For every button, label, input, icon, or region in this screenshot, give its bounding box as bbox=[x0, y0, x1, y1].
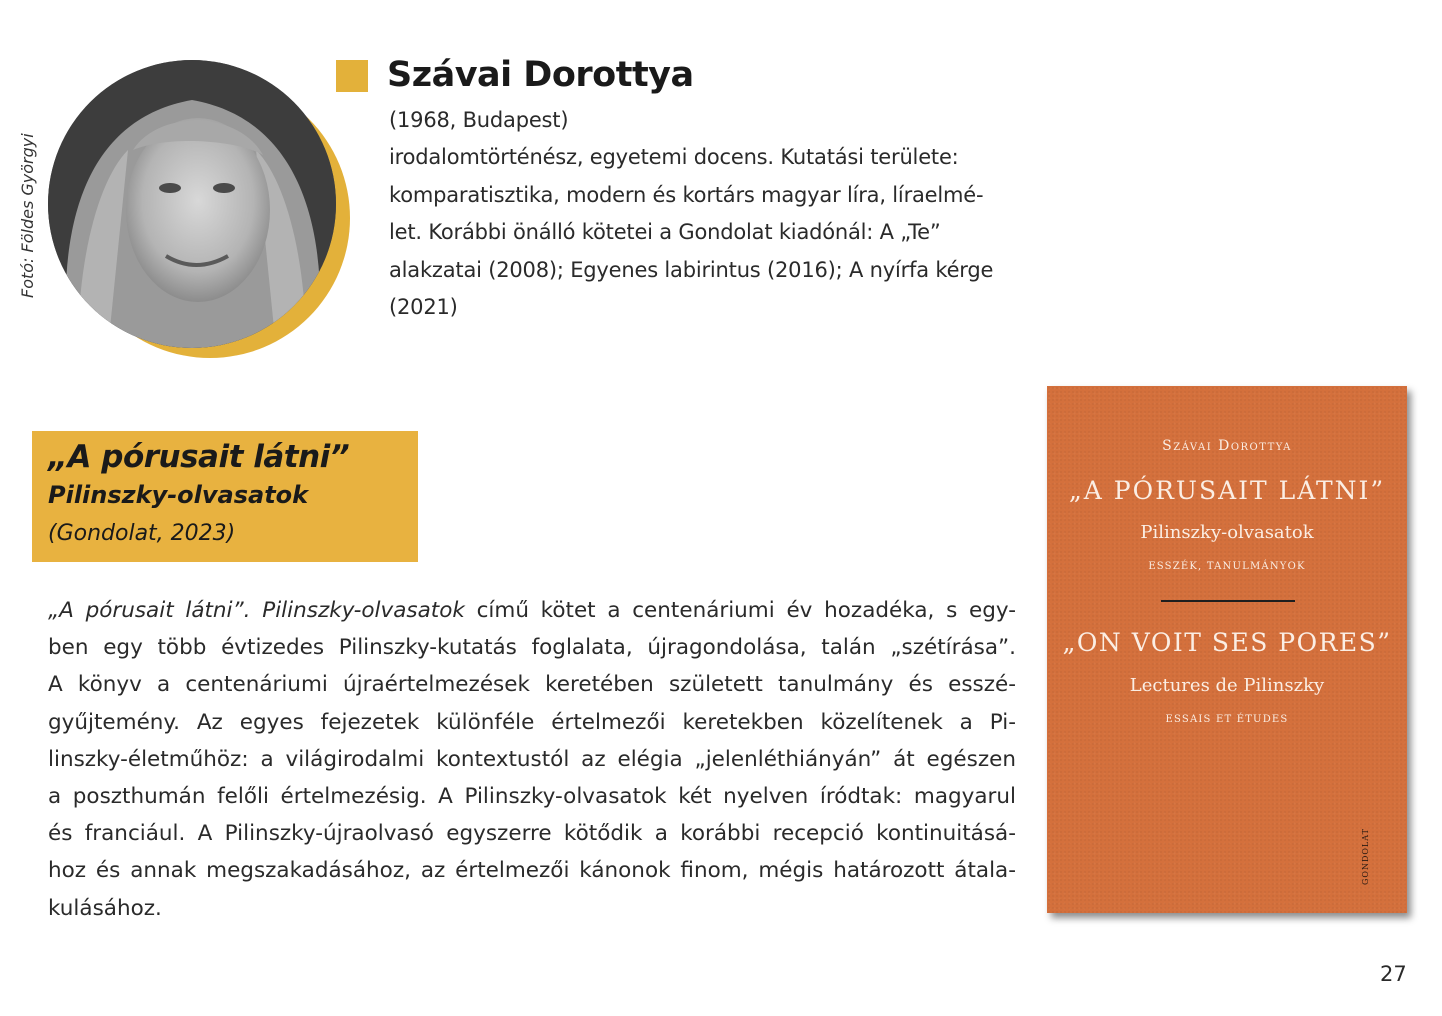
description-line bbox=[48, 592, 1016, 629]
description-line: hoz és annak megszakadásához, az értelmezői kánonok finom, mégis határozott átala- bbox=[48, 858, 1016, 884]
bio-line: (2021) bbox=[389, 295, 458, 320]
book-publisher-year: (Gondolat, 2023) bbox=[48, 521, 236, 546]
photo-credit: Fotó: Földes Györgyi bbox=[18, 133, 37, 298]
author-bio bbox=[389, 102, 1029, 326]
author-portrait bbox=[48, 60, 336, 348]
book-cover bbox=[1047, 386, 1407, 913]
book-title-box bbox=[32, 431, 418, 562]
description-line: és franciául. A Pilinszky-újraolvasó egyszerre kötődik a korábbi recepció kontinuitásá- bbox=[48, 821, 1016, 847]
cover-publisher: GONDOLAT bbox=[1361, 828, 1370, 885]
description-line: ben egy több évtizedes Pilinszky-kutatás foglalata, újragondolása, talán „szétírása”. bbox=[48, 635, 1016, 661]
cover-author bbox=[1047, 438, 1407, 454]
cover-subtitle-fr: Lectures de Pilinszky bbox=[1129, 675, 1325, 696]
name-accent-square bbox=[336, 60, 368, 92]
description-line: a poszthumán felőli értelmezésig. A Pilinszky-olvasatok két nyelven íródtak: magyarul bbox=[48, 783, 1016, 809]
cover-divider bbox=[1161, 600, 1295, 602]
description-lead-title: „A pórusait látni”. Pilinszky-olvasatok bbox=[48, 598, 465, 623]
description-line: gyűjtemény. Az egyes fejezetek különféle értelmezői keretekben közelítenek a Pi- bbox=[48, 709, 1016, 735]
description-line-text: című kötet a centenáriumi év hozadéka, s egy- bbox=[464, 598, 1016, 623]
bio-line: (1968, Budapest) bbox=[389, 108, 569, 132]
description-line: kulásához. bbox=[48, 895, 162, 921]
cover-title-fr: „ON VOIT SES PORES” bbox=[1062, 628, 1392, 657]
cover-title-hu: „A PÓRUSAIT LÁTNI” bbox=[1068, 476, 1386, 505]
book-subtitle: Pilinszky-olvasatok bbox=[48, 481, 309, 509]
bio-line: let. Korábbi önálló kötetei a Gondolat kiadónál: A „Te” bbox=[389, 220, 941, 245]
description-line: A könyv a centenáriumi újraértelmezések keretében született tanulmány és esszé- bbox=[48, 672, 1016, 698]
portrait-illustration bbox=[48, 60, 336, 348]
bio-line: alakzatai (2008); Egyenes labirintus (2016); A nyírfa kérge bbox=[389, 257, 994, 282]
author-name: Szávai Dorottya bbox=[387, 55, 694, 95]
book-description bbox=[48, 592, 1016, 927]
cover-subtitle-hu: Pilinszky-olvasatok bbox=[1140, 522, 1314, 543]
book-title: „A pórusait látni” bbox=[48, 439, 350, 475]
description-line: linszky-életműhöz: a világirodalmi kontextustól az elégia „jelenléthiányán” át egészen bbox=[48, 746, 1016, 772]
bio-line: komparatisztika, modern és kortárs magyar líra, líraelmé- bbox=[389, 182, 984, 207]
page-number: 27 bbox=[1380, 962, 1407, 986]
cover-genre-hu: ESSZÉK, TANULMÁNYOK bbox=[1148, 561, 1306, 572]
cover-genre-fr: ESSAIS ET ÉTUDES bbox=[1165, 714, 1289, 725]
bio-line: irodalomtörténész, egyetemi docens. Kutatási területe: bbox=[389, 145, 959, 170]
cover-author-text: Szávai Dorottya bbox=[1162, 438, 1292, 454]
